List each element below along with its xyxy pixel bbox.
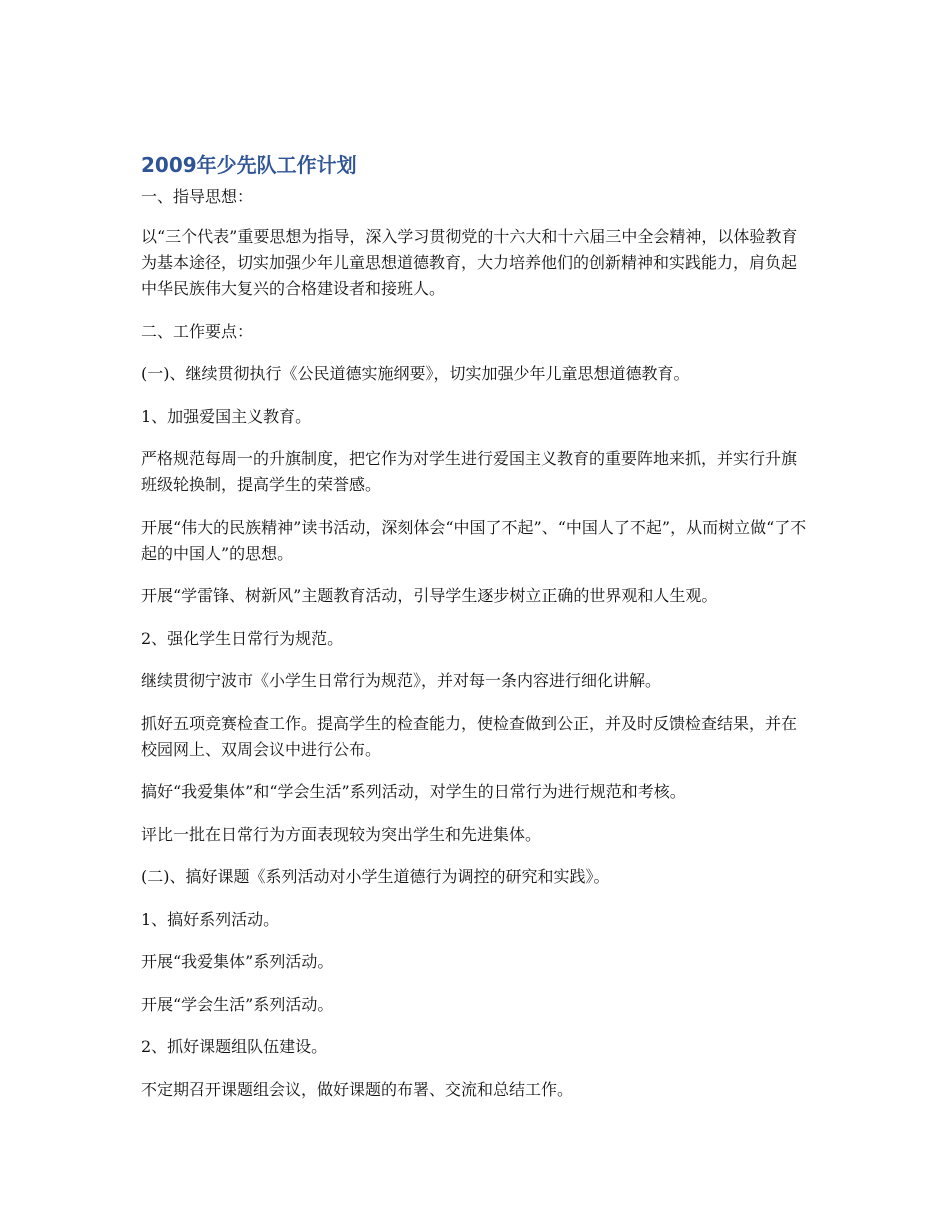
subheading-daily-behavior: 2、强化学生日常行为规范。 bbox=[141, 628, 344, 648]
paragraph-flag-raising: 严格规范每周一的升旗制度，把它作为对学生进行爱国主义教育的重要阵地来抓，并实行升旗班级轮换制，提高学生的荣誉感。 bbox=[141, 449, 798, 494]
paragraph-evaluation: 评比一批在日常行为方面表现较为突出学生和先进集体。 bbox=[141, 824, 542, 844]
paragraph-series-activities: 搞好“我爱集体”和“学会生活”系列活动，对学生的日常行为进行规范和考核。 bbox=[141, 782, 686, 801]
subheading-team-building: 2、抓好课题组队伍建设。 bbox=[141, 1037, 328, 1056]
section-heading-1: (一)、继续贯彻执行《公民道德实施纲要》，切实加强少年儿童思想道德教育。 bbox=[141, 364, 690, 383]
paragraph-team-meetings: 不定期召开课题组会议，做好课题的布署、交流和总结工作。 bbox=[141, 1079, 574, 1099]
subheading-patriotism: 1、加强爱国主义教育。 bbox=[141, 406, 312, 426]
paragraph-competition-check: 抓好五项竞赛检查工作。提高学生的检查能力，使检查做到公正，并及时反馈检查结果，并在校园网上、双周会议中进行公布。 bbox=[141, 713, 798, 759]
paragraph-learn-to-live: 开展“学会生活”系列活动。 bbox=[141, 994, 334, 1014]
document-title: 2009年少先队工作计划 bbox=[141, 153, 357, 177]
subheading-series-activities: 1、搞好系列活动。 bbox=[141, 909, 280, 929]
heading-work-points: 二、工作要点： bbox=[141, 321, 254, 341]
paragraph-norms: 继续贯彻宁波市《小学生日常行为规范》，并对每一条内容进行细化讲解。 bbox=[141, 671, 662, 690]
heading-guiding-ideology: 一、指导思想： bbox=[141, 187, 254, 206]
section-heading-2: (二)、搞好课题《系列活动对小学生道德行为调控的研究和实践》。 bbox=[141, 867, 610, 886]
paragraph-guiding-ideology: 以“三个代表”重要思想为指导，深入学习贯彻党的十六大和十六届三中全会精神，以体验教育为基本途径，切实加强少年儿童思想道德教育，大力培养他们的创新精神和实践能力，肩负起中华民族伟大复兴的合格建设者和接班人。 bbox=[141, 227, 798, 298]
document-page bbox=[141, 150, 811, 1119]
paragraph-reading-activity: 开展“伟大的民族精神”读书活动，深刻体会“中国了不起”、“中国人了不起”，从而树立做“了不起的中国人”的思想。 bbox=[141, 517, 807, 563]
paragraph-lei-feng: 开展“学雷锋、树新风”主题教育活动，引导学生逐步树立正确的世界观和人生观。 bbox=[141, 586, 718, 605]
paragraph-love-collective: 开展“我爱集体”系列活动。 bbox=[141, 952, 334, 971]
